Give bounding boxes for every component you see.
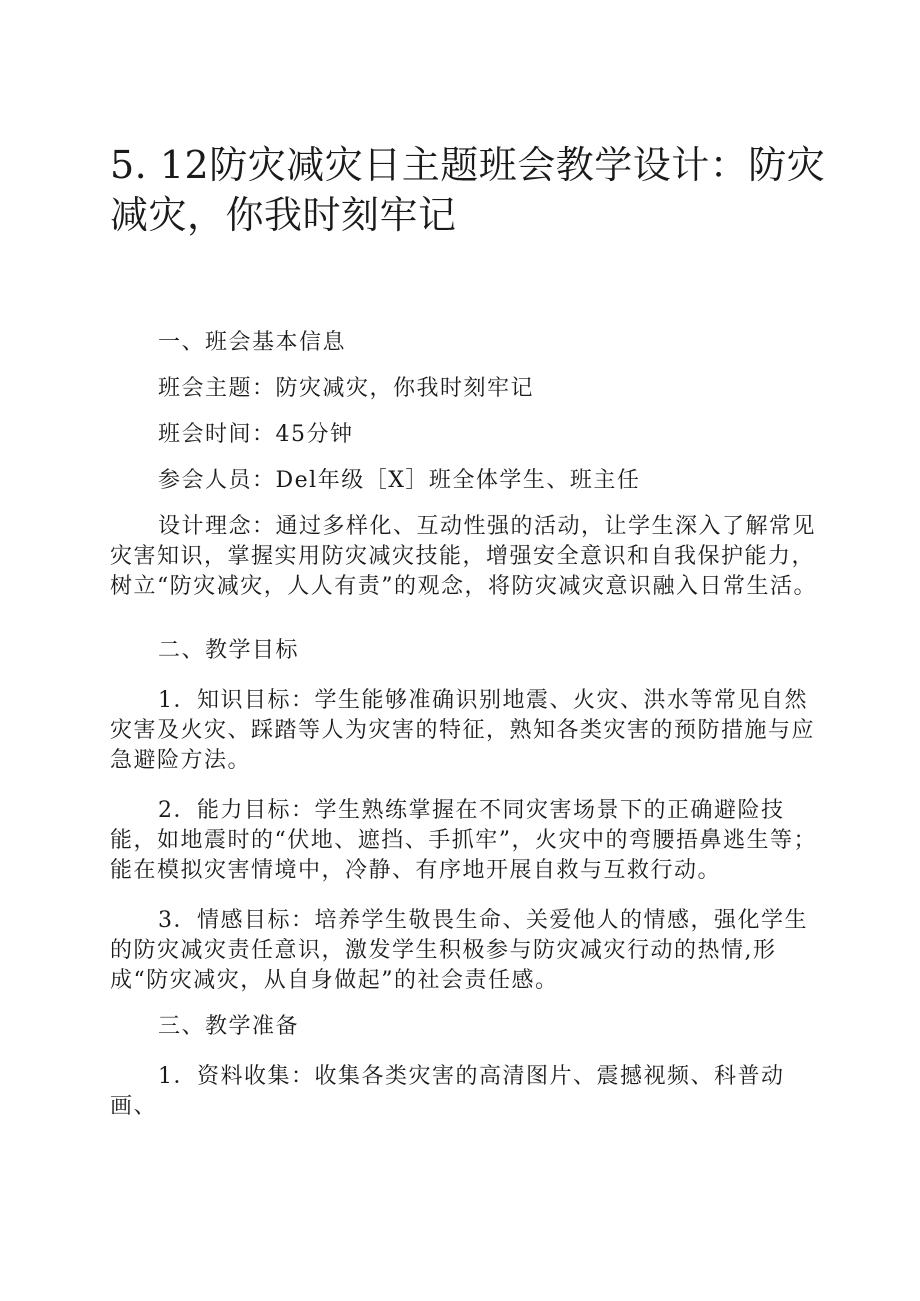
meeting-theme: 班会主题：防灾减灾，你我时刻牢记 — [158, 376, 535, 401]
section-heading-preparation: 三、教学准备 — [158, 1014, 300, 1039]
document-title: 5. 12防灾减灾日主题班会教学设计：防灾减灾，你我时刻牢记 — [110, 143, 826, 237]
objective-emotion: 3．情感目标：培养学生敬畏生命、关爱他人的情感，强化学生的防灾减灾责任意识，激发学生积极参与防灾减灾行动的热情,形成“防灾减灾，从自身做起”的社会责任感。 — [110, 908, 808, 993]
document-body — [110, 328, 822, 1122]
section-heading-objectives: 二、教学目标 — [158, 638, 300, 663]
objective-ability: 2．能力目标：学生熟练掌握在不同灾害场景下的正确避险技能，如地震时的“伏地、遮挡、手抓牢”，火灾中的弯腰捂鼻逃生等；能在模拟灾害情境中，冷静、有序地开展自救与互救行动。 — [110, 798, 817, 883]
section-heading-basic-info: 一、班会基本信息 — [158, 330, 347, 355]
meeting-duration: 班会时间：45分钟 — [158, 422, 354, 447]
objective-knowledge: 1．知识目标：学生能够准确识别地震、火灾、洪水等常见自然灾害及火灾、踩踏等人为灾害的特征，熟知各类灾害的预防措施与应急避险方法。 — [110, 688, 816, 773]
design-concept: 设计理念：通过多样化、互动性强的活动，让学生深入了解常见灾害知识，掌握实用防灾减灾技能，增强安全意识和自我保护能力，树立“防灾减灾，人人有责”的观念，将防灾减灾意识融入日常生活。 — [110, 514, 817, 599]
preparation-materials: 1．资料收集：收集各类灾害的高清图片、震撼视频、科普动画、 — [110, 1064, 785, 1119]
meeting-participants: 参会人员：Del年级［X］班全体学生、班主任 — [158, 468, 641, 493]
